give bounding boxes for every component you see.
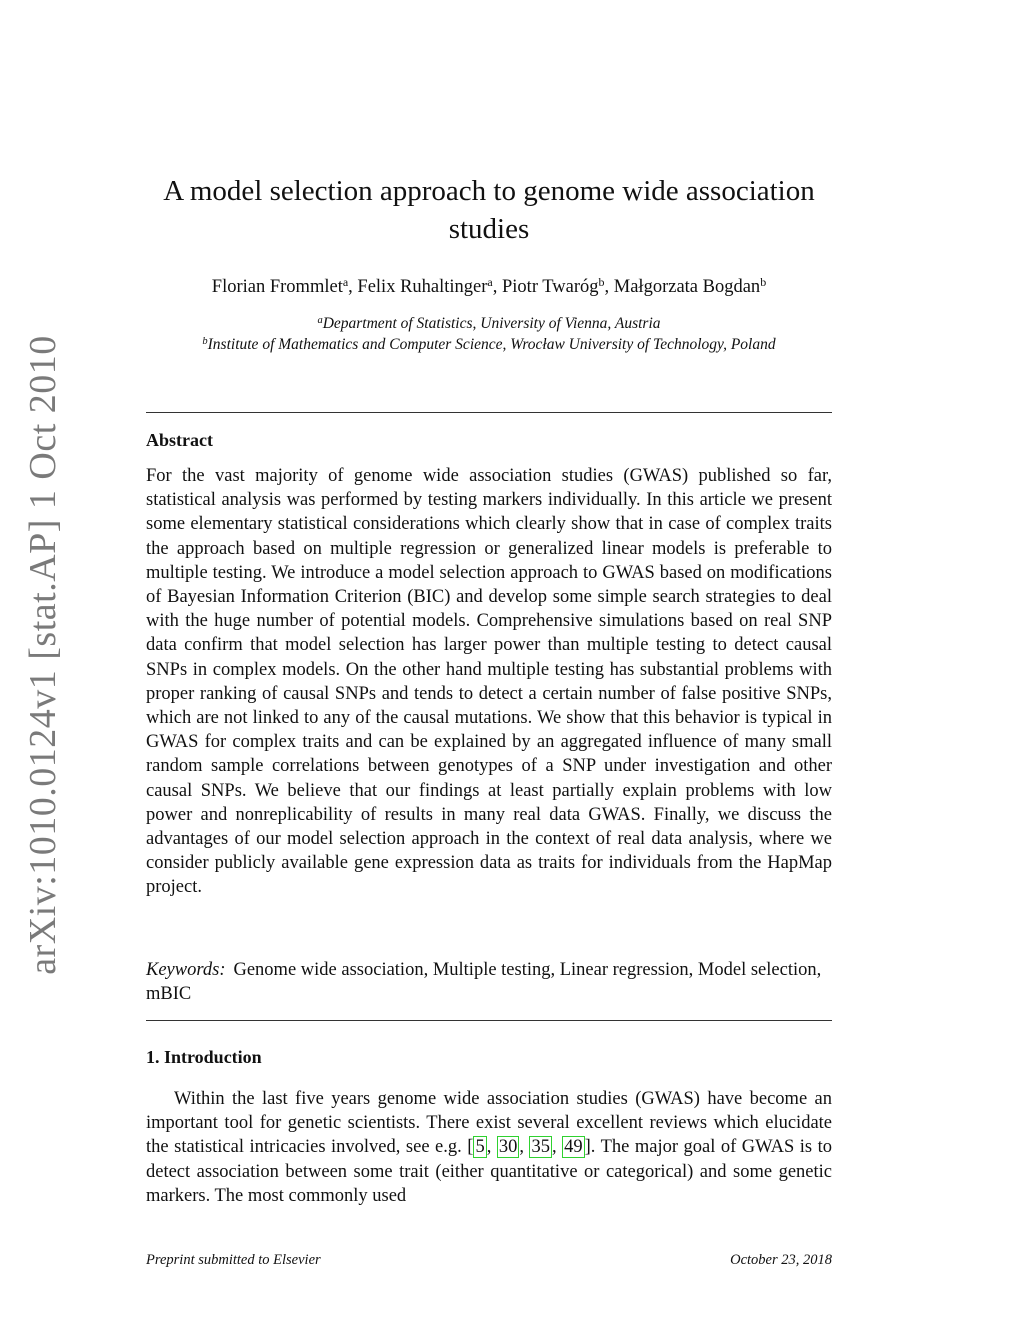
top-divider [146, 412, 832, 413]
citation-link[interactable]: 49 [564, 1137, 583, 1158]
affiliation: $^a$Department of Statistics, University of Vienna, Austria [317, 315, 661, 332]
affil-mark: b [760, 275, 767, 289]
author: Małgorzata Bogdan [613, 277, 761, 297]
footer-date: October 23, 2018 [730, 1252, 832, 1268]
citation-link[interactable]: 30 [498, 1137, 518, 1158]
author: Florian Frommlet [211, 277, 343, 297]
affiliation: $^b$Institute of Mathematics and Computer Science, Wrocław University of Technology, Poland [202, 335, 776, 353]
author-list: Florian Frommlet$^a$, Felix Ruhaltinger$^a$, Piotr Twaróg$^b$, Małgorzata Bogdan$^b$ [211, 275, 767, 297]
author: Felix Ruhaltinger [357, 277, 488, 297]
arxiv-identifier: arXiv:1010.0124v1 [stat.AP] 1 Oct 2010 [22, 335, 64, 975]
footer-preprint-note: Preprint submitted to Elsevier [146, 1252, 321, 1268]
abstract-heading: Abstract [146, 430, 213, 450]
section-heading-introduction: 1. Introduction [146, 1047, 262, 1067]
affil-mark: a [342, 275, 349, 289]
author: Piotr Twaróg [502, 277, 599, 297]
introduction-text: Within the last five years genome wide association studies (GWAS) have become an important tool for genetic scientists. There exist several excellent reviews which elucidate the statistical intricacies involved, see e.g. [ 5 , 30 , 35 , 49 ]. The major goal of GWAS is to detect association between some trait (either quantitative or categorical) and some genetic markers. The most commonly used [146, 1089, 832, 1206]
affiliations [136, 314, 842, 355]
citation-link[interactable]: 5 [475, 1137, 485, 1158]
keywords-label: Keywords: [146, 960, 226, 980]
bottom-divider [146, 1020, 832, 1021]
affil-mark: b [598, 275, 605, 289]
affil-mark: a [487, 275, 493, 289]
citation-link[interactable]: 35 [531, 1137, 550, 1158]
paper-title: A model selection approach to genome wide association studies [163, 175, 815, 245]
abstract-text: For the vast majority of genome wide association studies (GWAS) published so far, statistical analysis was performed by testing markers individually. In this article we present some elementary statistical considerations which clearly show that in case of complex traits the approach based on multiple regression or generalized linear models is preferable to multiple testing. We introduce a model selection approach to GWAS based on modifications of Bayesian Information Criterion (BIC) and develop some simple search strategies to deal with the huge number of potential models. Comprehensive simulations based on real SNP data confirm that model selection has larger power than multiple testing to detect causal SNPs in complex models. On the other hand multiple testing has substantial problems with proper ranking of causal SNPs and tends to detect a certain number of false positive SNPs, which are not linked to any of the causal mutations. We show that this behavior is typical in GWAS for complex traits and can be explained by an aggregated influence of many small random sample correlations between genotypes of a SNP under investigation and other causal SNPs. We believe that our findings at least partially explain problems with low power and nonreplicability of results in many real data GWAS. Finally, we discuss the advantages of our model selection approach in the context of real data analysis, where we consider publicly available gene expression data as traits for individuals from the HapMap project. [146, 466, 832, 898]
keywords-list: Genome wide association, Multiple testing, Linear regression, Model selection, mBIC [146, 960, 822, 1005]
keywords [146, 958, 832, 1006]
